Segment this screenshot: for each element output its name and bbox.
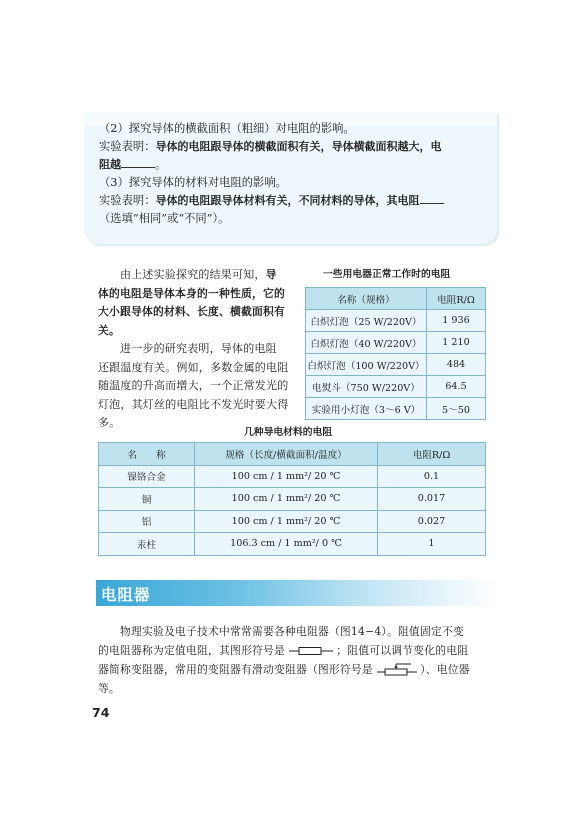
p1-l2: 体的电阻是导体本身的一种性质，它的: [98, 286, 285, 300]
exp-line-5-prefix: 实验表明：: [99, 194, 156, 207]
table2-caption: 几种导电材料的电阻: [244, 427, 333, 438]
table-cell: 白炽灯泡（40 W/220V）: [306, 332, 427, 354]
table-cell: 电熨斗（750 W/220V）: [306, 376, 427, 398]
table-cell: 1 210: [427, 332, 486, 354]
table-cell: 白炽灯泡（25 W/220V）: [306, 310, 427, 332]
body-l4: 等。: [98, 682, 120, 695]
p2-l4: 灯泡，其灯丝的电阻比不发光时要大得: [98, 397, 289, 411]
experiment-box: [84, 112, 497, 244]
table-row: [306, 310, 486, 332]
body-l2: [98, 641, 493, 660]
body-l2-a: 的电阻器称为定值电阻，其图形符号是: [98, 644, 285, 657]
exp-line-3-bold: 阻越: [99, 158, 121, 171]
table-row: [306, 398, 486, 420]
table-header-cell: 名 称: [99, 443, 195, 466]
table-header-cell: 电阻R/Ω: [378, 443, 486, 466]
table-row: [306, 332, 486, 354]
table-cell: 铝: [99, 510, 195, 533]
fill-blank-1[interactable]: [121, 157, 155, 168]
exp-line-3: [99, 157, 166, 173]
table-row: [306, 376, 486, 398]
paragraph-2: [98, 340, 298, 433]
resistor-paragraph: [98, 622, 493, 698]
exp-line-2-prefix: 实验表明：: [99, 140, 156, 153]
body-l3: [98, 660, 493, 679]
exp-line-4: （3）探究导体的材料对电阻的影响。: [99, 176, 287, 189]
material-resistance-table: [98, 442, 486, 556]
table-cell: 汞柱: [99, 533, 195, 556]
table-cell: 1: [378, 533, 486, 556]
page-number: 74: [92, 705, 110, 720]
exp-line-2-bold: 导体的电阻跟导体的横截面积有关，导体横截面积越大，电: [155, 140, 442, 153]
paragraph-1: [98, 266, 298, 340]
table-cell: 64.5: [427, 376, 486, 398]
rheostat-symbol-icon: [377, 663, 417, 677]
exp-line-3-end: 。: [155, 158, 167, 171]
table-cell: 0.017: [378, 488, 486, 511]
table-cell: 镍铬合金: [99, 465, 195, 488]
section-banner: [96, 580, 496, 606]
p1-l4: 关。: [98, 323, 120, 337]
table-cell: 100 cm / 1 mm²/ 20 ℃: [195, 465, 378, 488]
exp-line-1: （2）探究导体的横截面积（粗细）对电阻的影响。: [99, 122, 355, 135]
table-header-cell: 电阻R/Ω: [427, 288, 486, 310]
appliance-resistance-table: [305, 287, 486, 420]
table-row: [99, 488, 486, 511]
table-cell: 白炽灯泡（100 W/220V）: [306, 354, 427, 376]
table-cell: 106.3 cm / 1 mm²/ 0 ℃: [195, 533, 378, 556]
body-l1: 物理实验及电子技术中常常需要各种电阻器（图14−4）。阻值固定不变: [120, 625, 464, 638]
p1-l1-normal: 由上述实验探究的结果可知，: [120, 268, 266, 281]
table-header-cell: 名称（规格）: [306, 288, 427, 310]
table-header-row: [99, 443, 486, 466]
p2-l1: 进一步的研究表明，导体的电阻: [120, 342, 277, 355]
p2-l5: 多。: [98, 416, 121, 429]
exp-line-2: [99, 139, 442, 155]
table-cell: 100 cm / 1 mm²/ 20 ℃: [195, 488, 378, 511]
p1-l3: 大小跟导体的材料、长度、横截面积有: [98, 305, 285, 318]
table-cell: 铜: [99, 488, 195, 511]
table-header-row: [306, 288, 486, 310]
table-cell: 实验用小灯泡（3～6 V）: [306, 398, 427, 420]
table-cell: 484: [427, 354, 486, 376]
table-row: [99, 510, 486, 533]
body-l3-a: 器简称变阻器，常用的变阻器有滑动变阻器（图形符号是: [98, 663, 373, 676]
table-cell: 0.027: [378, 510, 486, 533]
table-header-cell: 规格（长度/横截面积/温度）: [195, 443, 378, 466]
section-title: 电阻器: [101, 586, 151, 604]
p1-l1-bold: 导: [265, 268, 277, 281]
table-row: [306, 354, 486, 376]
table-cell: 1 936: [427, 310, 486, 332]
table-cell: 100 cm / 1 mm²/ 20 ℃: [195, 510, 378, 533]
exp-line-5: [99, 193, 444, 209]
table-cell: 5～50: [427, 398, 486, 420]
body-l3-b: ）、电位器: [420, 663, 470, 676]
exp-line-6: （选填“相同”或“不同”）。: [99, 212, 230, 225]
table-cell: 0.1: [378, 465, 486, 488]
fixed-resistor-symbol-icon: [289, 646, 333, 656]
table-row: [99, 533, 486, 556]
p2-l3: 随温度的升高而增大，一个正常发光的: [98, 379, 289, 392]
body-l2-b: ；阻值可以调节变化的电阻: [336, 644, 469, 657]
fill-blank-2[interactable]: [420, 193, 444, 204]
p2-l2: 还跟温度有关。例如，多数金属的电阻: [98, 360, 289, 374]
table-row: [99, 465, 486, 488]
exp-line-5-bold: 导体的电阻跟导体材料有关，不同材料的导体，其电阻: [155, 194, 420, 207]
table1-caption: 一些用电器正常工作时的电阻: [323, 269, 451, 280]
